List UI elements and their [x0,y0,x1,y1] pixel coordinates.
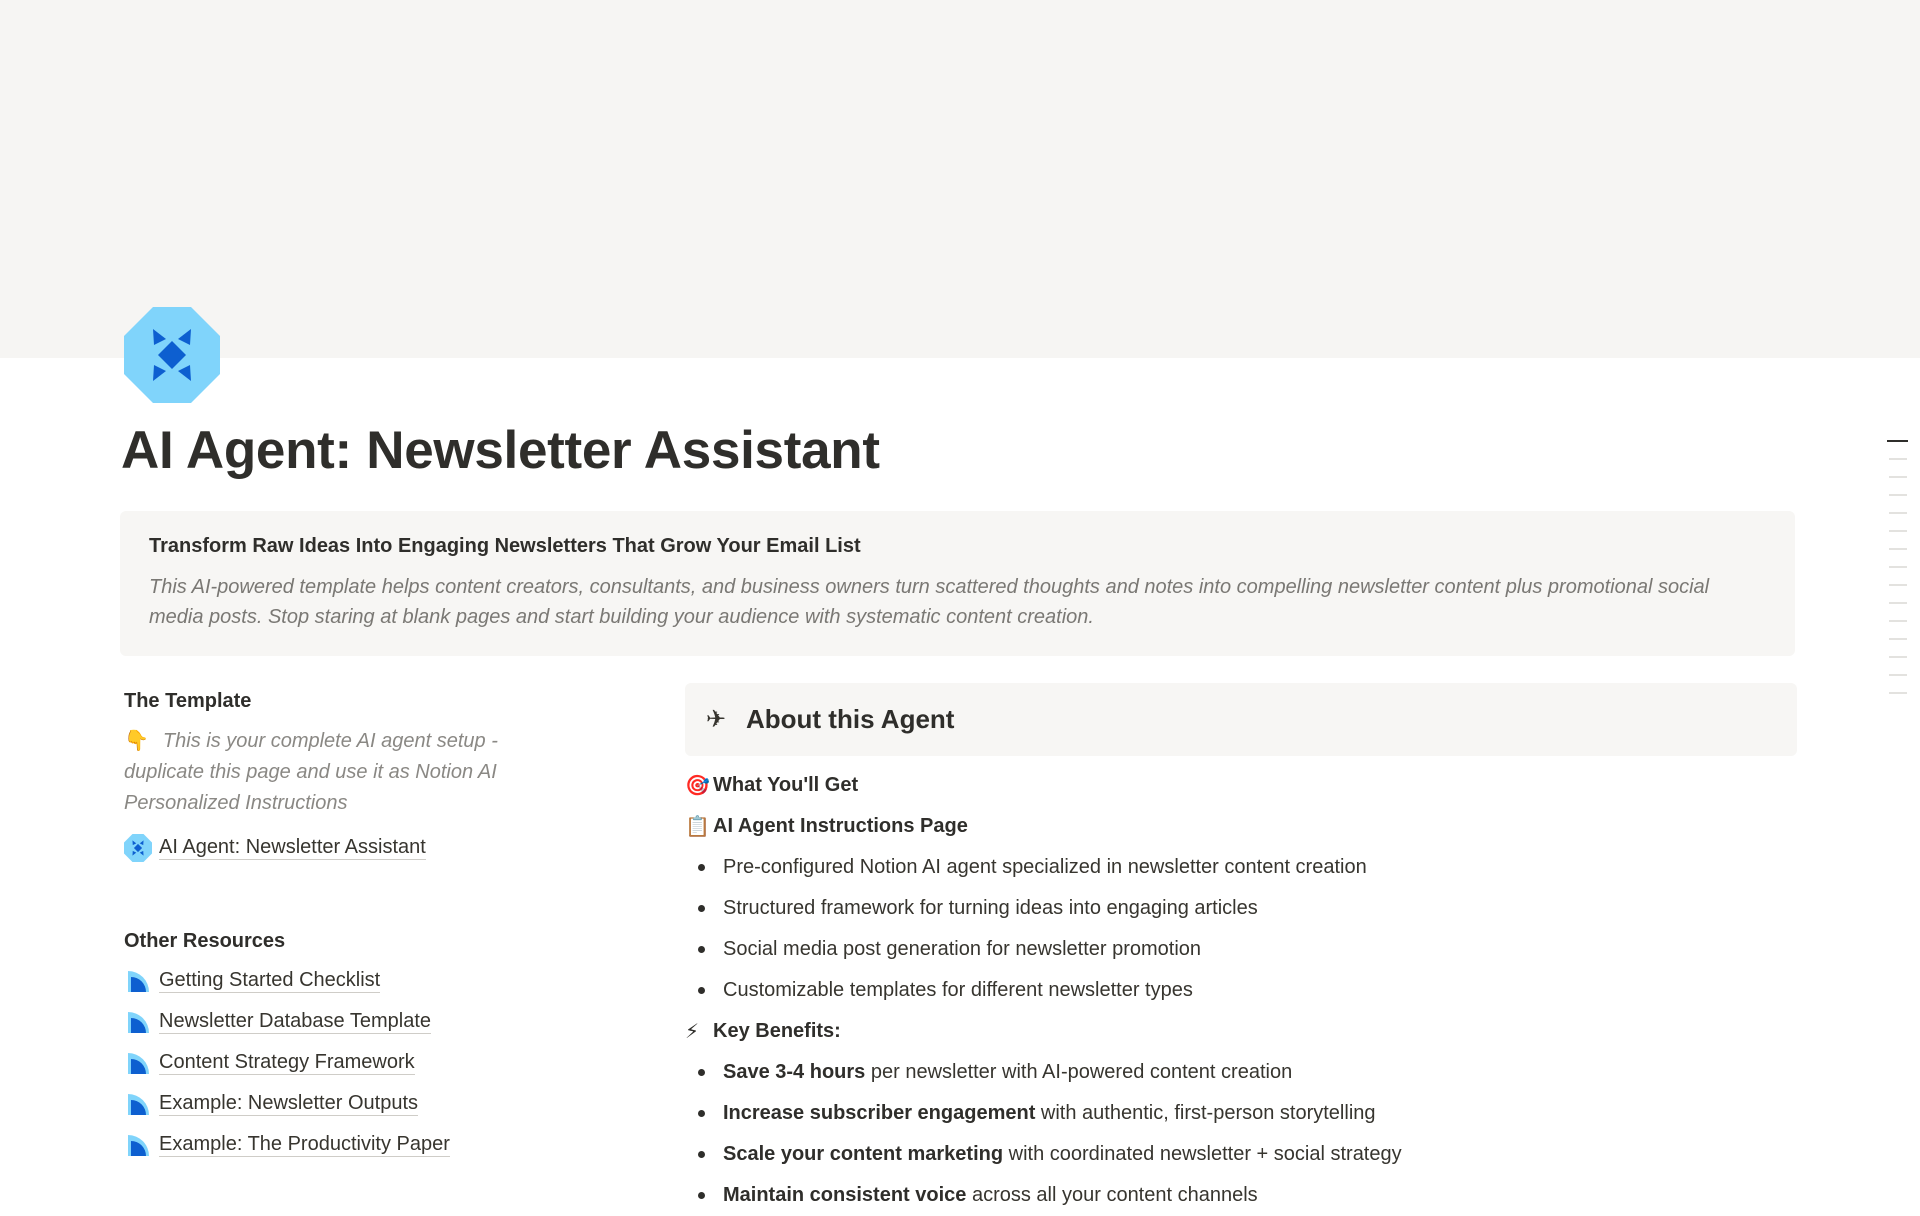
snowflake-badge-icon[interactable] [124,307,220,403]
template-heading: The Template [124,690,252,712]
intro-callout [120,511,1795,656]
benefit-bold: Increase subscriber engagement [723,1102,1036,1124]
list-item: Structured framework for turning ideas into engaging articles [685,888,1797,929]
what-youll-get-heading [685,765,1797,806]
template-page-link-label[interactable]: AI Agent: Newsletter Assistant [159,836,426,858]
quarter-shape-icon [124,1049,152,1077]
benefit-text: per newsletter with AI-powered content creation [865,1061,1293,1083]
resource-link-database-template[interactable] [124,1001,604,1042]
resources-heading: Other Resources [124,930,286,952]
right-column [685,683,1797,1216]
template-page-link[interactable] [124,827,604,868]
callout-heading: Transform Raw Ideas Into Engaging Newsletters That Grow Your Email List [149,535,861,557]
toc-line[interactable] [1889,566,1907,568]
resource-link-label[interactable]: Getting Started Checklist [159,969,381,991]
instructions-heading [685,806,1797,847]
airplane-icon: ✈ [705,706,727,733]
benefit-bold: Scale your content marketing [723,1143,1004,1165]
list-item [685,1052,1797,1093]
toc-line[interactable] [1889,512,1907,514]
instruction-bullet-list [685,847,1797,1011]
toc-line[interactable] [1889,548,1907,550]
benefit-text: with coordinated newsletter + social strategy [1003,1143,1402,1165]
quarter-shape-icon [124,967,152,995]
pointing-down-icon: 👇 [124,730,149,752]
toc-line[interactable] [1889,674,1907,676]
quarter-shape-icon [124,1131,152,1159]
resource-link-label[interactable]: Example: The Productivity Paper [159,1133,450,1155]
quarter-shape-icon [124,1090,152,1118]
resource-link-productivity-paper[interactable] [124,1124,604,1165]
resource-link-label[interactable]: Example: Newsletter Outputs [159,1092,418,1114]
clipboard-icon: 📋 [685,816,710,838]
key-benefits-heading [685,1011,1797,1052]
toc-line[interactable] [1889,584,1907,586]
toc-line[interactable] [1889,692,1907,694]
template-note [124,726,564,819]
snowflake-badge-icon [124,834,152,862]
toc-line[interactable] [1889,638,1907,640]
key-benefits-label: Key Benefits: [713,1020,841,1042]
about-agent-toggle[interactable] [685,683,1797,756]
callout-body: This AI-powered template helps content creators, consultants, and business owners turn scattered thoughts and notes into compelling newsletter content plus promotional social media posts. Stop staring at blank pages and start building your audience with systematic content creation. [149,576,1710,628]
left-column [124,686,604,1165]
page-title[interactable]: AI Agent: Newsletter Assistant [121,421,880,480]
list-item [685,1093,1797,1134]
resource-link-getting-started[interactable] [124,960,604,1001]
benefit-text: with authentic, first-person storytelling [1035,1102,1376,1124]
resource-link-label[interactable]: Newsletter Database Template [159,1010,431,1032]
toc-line[interactable] [1889,476,1907,478]
list-item: Social media post generation for newsletter promotion [685,929,1797,970]
list-item [685,1175,1797,1216]
template-note-text: This is your complete AI agent setup - duplicate this page and use it as Notion AI Personalized Instructions [124,730,498,814]
instructions-label: AI Agent Instructions Page [713,815,968,837]
table-of-contents-minimap[interactable] [1860,440,1920,710]
toc-line[interactable] [1889,494,1907,496]
page-cover [0,0,1920,358]
benefit-bold: Save 3-4 hours [723,1061,866,1083]
toc-line[interactable] [1889,656,1907,658]
target-icon: 🎯 [685,775,710,797]
toc-line[interactable] [1889,458,1907,460]
toc-line[interactable] [1889,530,1907,532]
about-agent-label: About this Agent [746,704,955,734]
list-item: Pre-configured Notion AI agent specialized in newsletter content creation [685,847,1797,888]
toc-line[interactable] [1889,620,1907,622]
resource-link-label[interactable]: Content Strategy Framework [159,1051,415,1073]
what-youll-get-label: What You'll Get [713,774,859,796]
benefit-text: across all your content channels [966,1184,1258,1206]
resource-link-newsletter-outputs[interactable] [124,1083,604,1124]
list-item: Customizable templates for different newsletter types [685,970,1797,1011]
quarter-shape-icon [124,1008,152,1036]
benefit-bold: Maintain consistent voice [723,1184,967,1206]
lightning-icon: ⚡ [685,1021,700,1043]
benefits-bullet-list [685,1052,1797,1216]
toc-line[interactable] [1887,440,1908,442]
list-item [685,1134,1797,1175]
resource-link-content-strategy[interactable] [124,1042,604,1083]
toc-line[interactable] [1889,602,1907,604]
